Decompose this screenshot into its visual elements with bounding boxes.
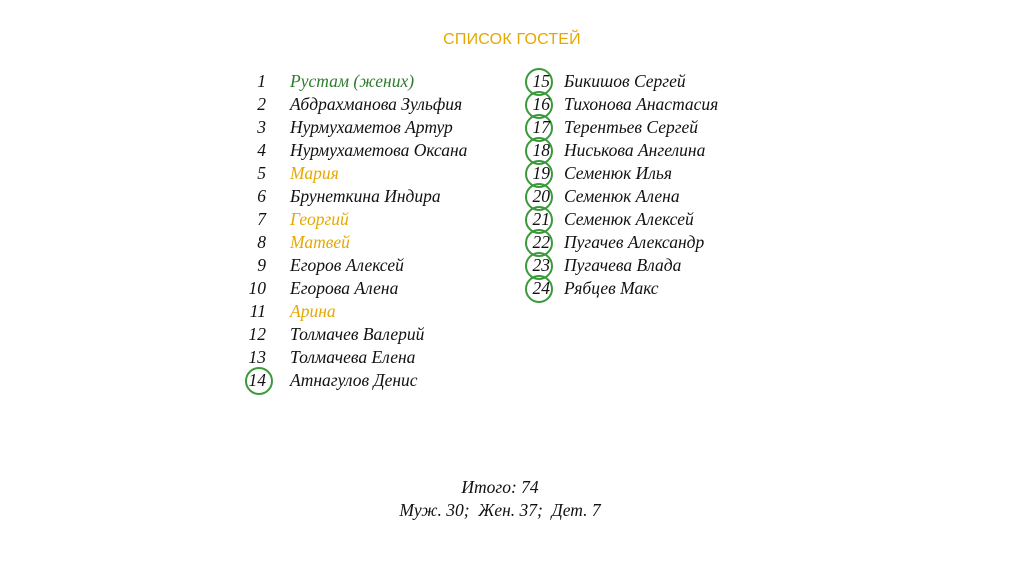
guest-number: 16: [532, 94, 550, 114]
guest-number: 4: [257, 140, 266, 160]
guest-name: Брунеткина Индира: [290, 186, 441, 206]
guest-name: Бикишов Сергей: [564, 71, 686, 91]
guest-name: Егорова Алена: [290, 278, 399, 298]
totals-overall: Итого: 74: [461, 477, 539, 497]
guest-number: 12: [248, 324, 266, 344]
guest-number: 13: [248, 347, 266, 367]
guest-number: 14: [248, 370, 266, 390]
guest-name: Нурмухаметов Артур: [290, 117, 453, 137]
guest-name: Семенюк Илья: [564, 163, 673, 183]
guest-name: Атнагулов Денис: [290, 370, 418, 390]
guest-name: Матвей: [290, 232, 350, 252]
totals-breakdown: Муж. 30; Жен. 37; Дет. 7: [399, 500, 601, 520]
guest-name: Семенюк Алена: [564, 186, 680, 206]
guest-name: Георгий: [290, 209, 349, 229]
guest-name: Тихонова Анастасия: [564, 94, 719, 114]
guest-name: Рябцев Макс: [564, 278, 659, 298]
guest-name: Толмачев Валерий: [290, 324, 425, 344]
guest-number: 20: [532, 186, 550, 206]
guest-number: 2: [257, 94, 266, 114]
guest-number: 18: [532, 140, 550, 160]
guest-number: 5: [257, 163, 266, 183]
guest-number: 15: [532, 71, 550, 91]
guest-number: 19: [532, 163, 550, 183]
guest-name: Абдрахманова Зульфия: [290, 94, 463, 114]
guest-number: 24: [532, 278, 550, 298]
guest-number: 3: [257, 117, 266, 137]
guest-name: Арина: [290, 301, 336, 321]
page-title: СПИСОК ГОСТЕЙ: [443, 31, 581, 48]
guest-number: 1: [257, 71, 266, 91]
guest-number: 21: [532, 209, 550, 229]
guest-number: 11: [249, 301, 266, 321]
guest-number: 10: [248, 278, 266, 298]
guest-number: 22: [532, 232, 550, 252]
guest-name: Терентьев Сергей: [564, 117, 699, 137]
guest-name: Нурмухаметова Оксана: [290, 140, 468, 160]
guest-name: Егоров Алексей: [290, 255, 404, 275]
guest-number: 8: [257, 232, 266, 252]
guest-number: 23: [532, 255, 550, 275]
guest-number: 7: [257, 209, 266, 229]
guest-name: Рустам (жених): [290, 71, 415, 91]
guest-name: Толмачева Елена: [290, 347, 416, 367]
guest-number: 9: [257, 255, 266, 275]
totals: [0, 476, 1000, 522]
guest-number: 17: [532, 117, 550, 137]
guest-number: 6: [257, 186, 266, 206]
guest-name: Пугачева Влада: [564, 255, 682, 275]
guest-name: Мария: [290, 163, 339, 183]
guest-name: Пугачев Александр: [564, 232, 705, 252]
guest-name: Ниськова Ангелина: [564, 140, 706, 160]
guest-name: Семенюк Алексей: [564, 209, 694, 229]
